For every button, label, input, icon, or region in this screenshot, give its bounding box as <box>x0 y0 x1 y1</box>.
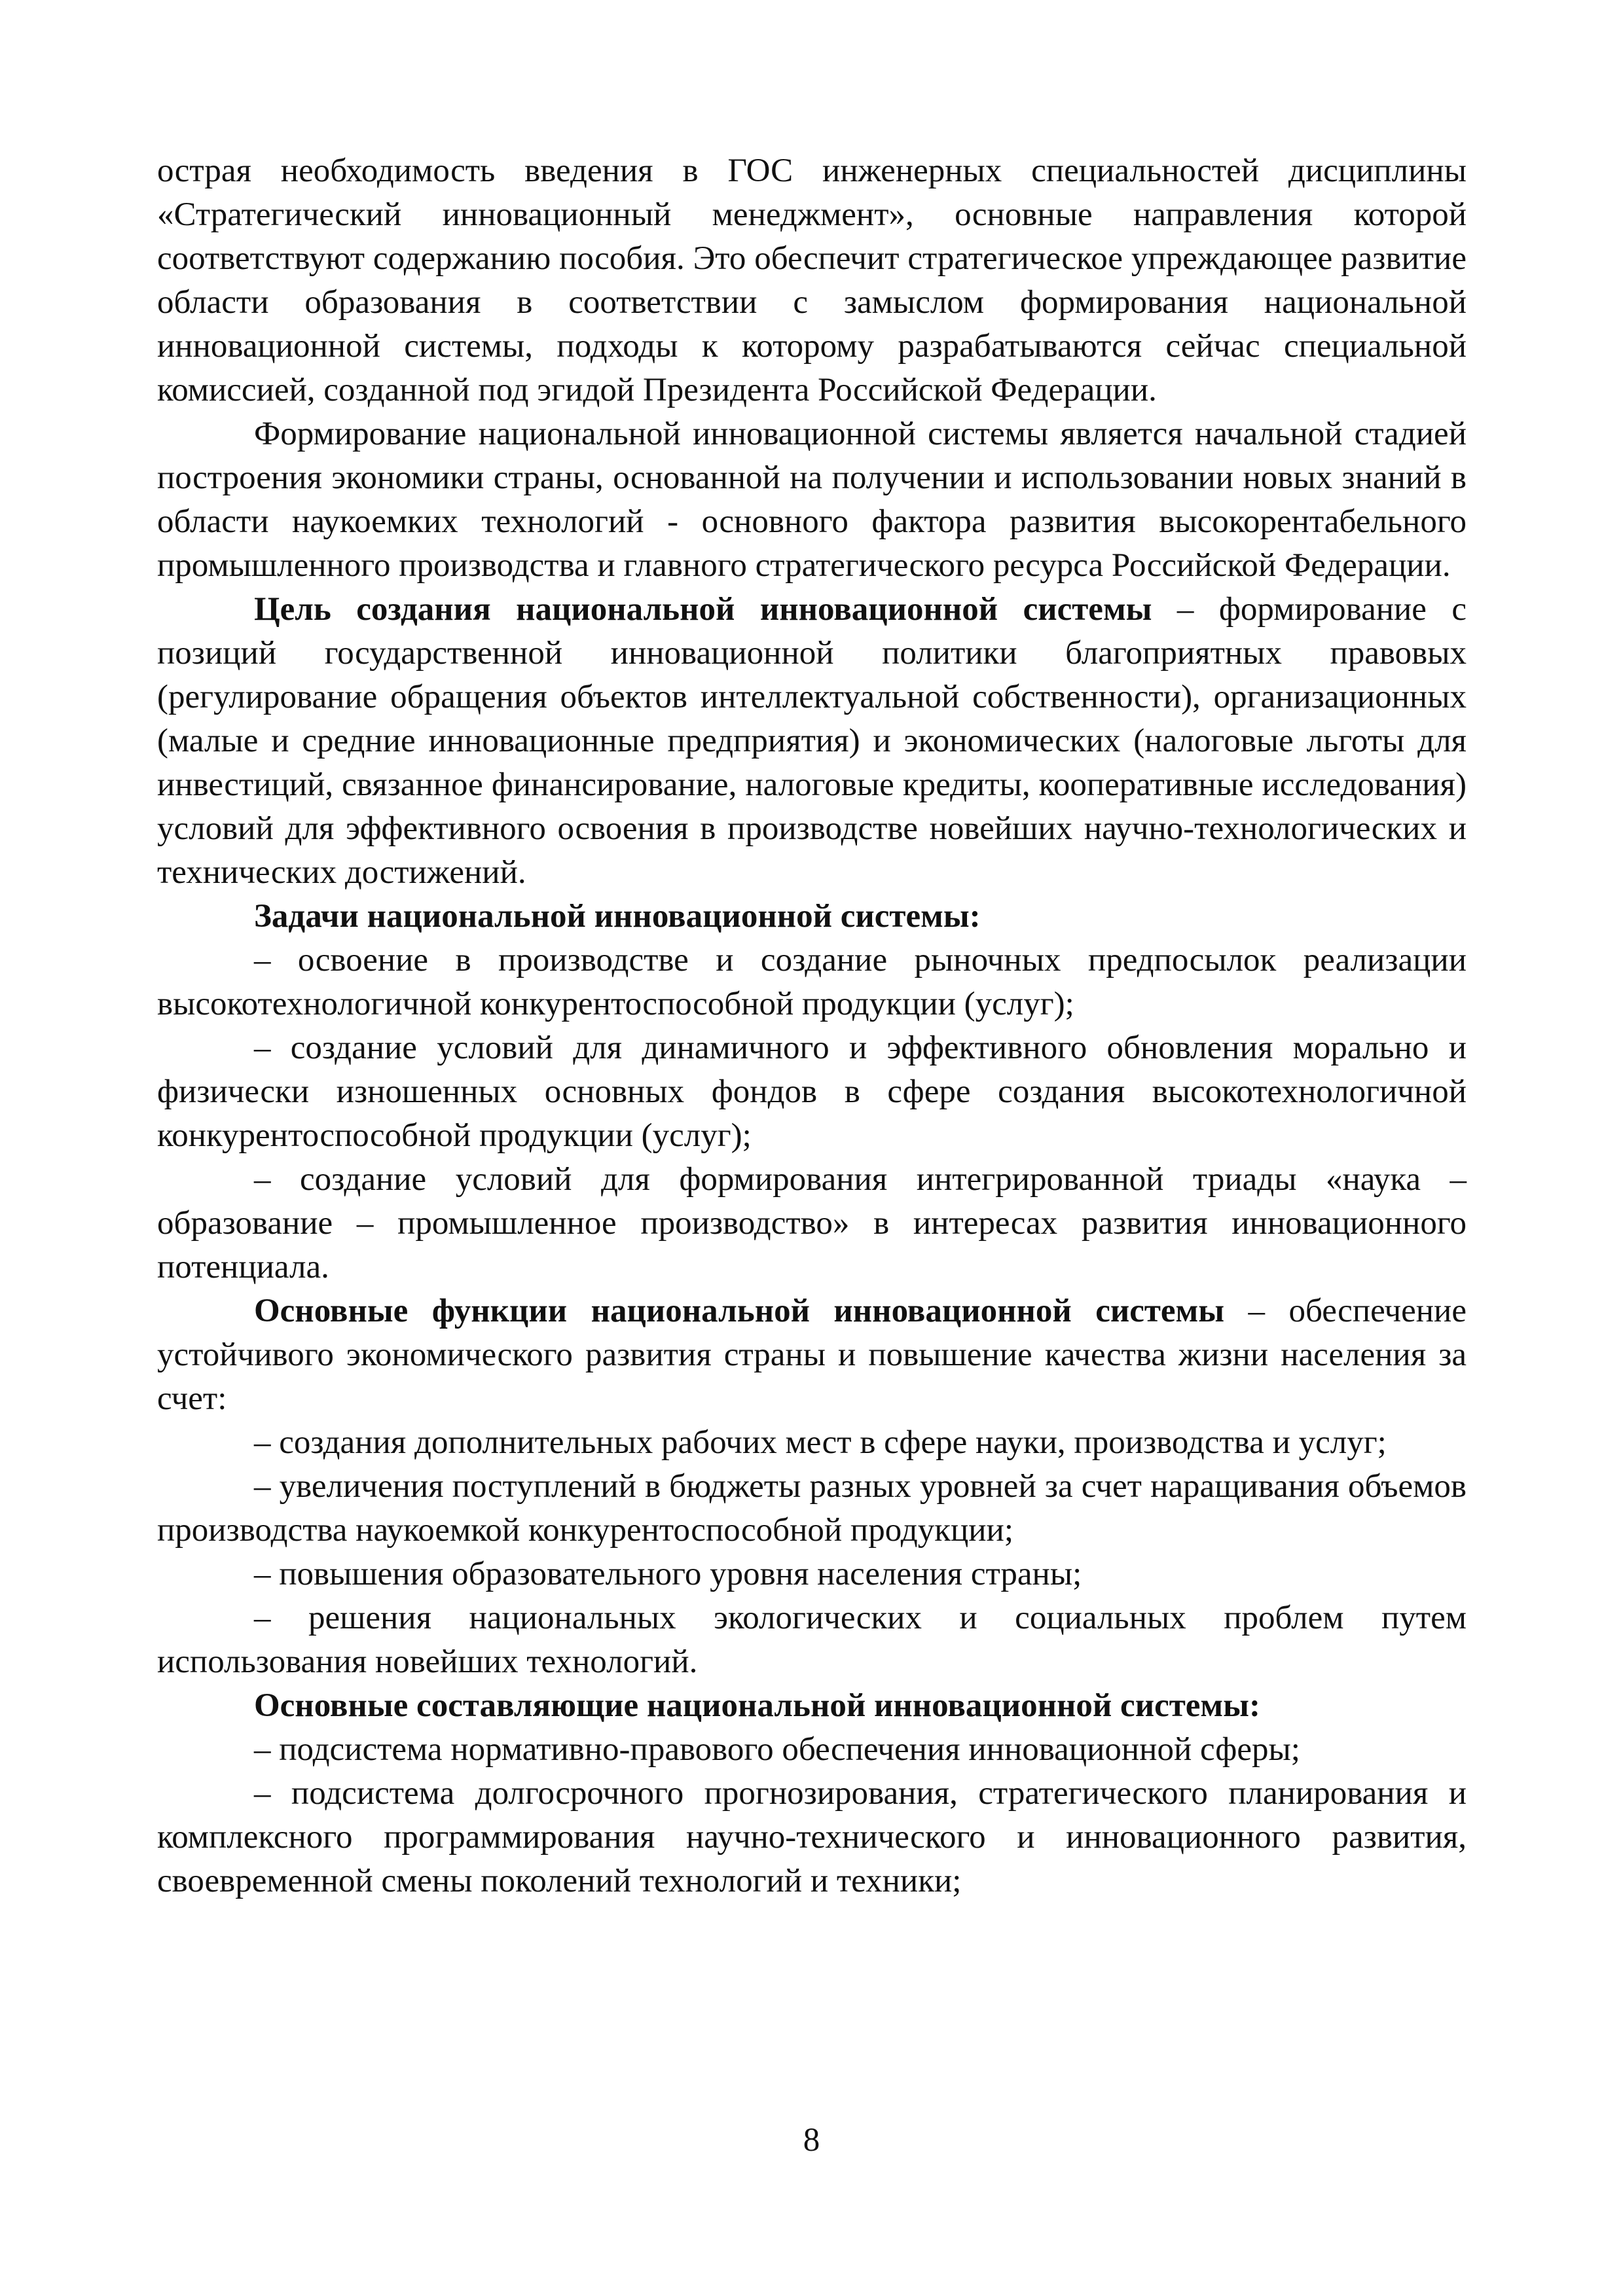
list-item-task-2: – создание условий для динамичного и эффективного обновления морально и физически изношенных основных фондов в сфере создания высокотехнологичной конкурентоспособной продукции (услуг); <box>157 1030 1467 1154</box>
paragraph-functions <box>157 1289 1467 1421</box>
list-item-function-2: – увеличения поступлений в бюджеты разных уровней за счет наращивания объемов производства наукоемкой конкурентоспособной продукции; <box>157 1468 1467 1549</box>
paragraph-formation: Формирование национальной инновационной системы является начальной стадией построения экономики страны, основанной на получении и использовании новых знаний в области наукоемких технологий - основного фактора развития высокорентабельного промышленного производства и главного стратегического ресурса Российской Федерации. <box>157 416 1467 584</box>
goal-heading: Цель создания национальной инновационной системы <box>254 591 1152 628</box>
paragraph-intro-continuation: острая необходимость введения в ГОС инженерных специальностей дисциплины «Стратегический инновационный менеджмент», основные направления которой соответствуют содержанию пособия. Это обеспечит стратегическое упреждающее развитие области образования в соответствии с замыслом формирования национальной инновационной системы, подходы к которому разрабатываются сейчас специальной комиссией, созданной под эгидой Президента Российской Федерации. <box>157 152 1467 408</box>
goal-text: – формирование с позиций государственной инновационной политики благоприятных правовых (регулирование обращения объектов интеллектуальной собственности), организационных (малые и средние инновационные предприятия) и экономических (налоговые льготы для инвестиций, связанное финансирование, налоговые кредиты, кооперативные исследования) условий для эффективного освоения в производстве новейших научно-технологических и технических достижений. <box>157 591 1467 891</box>
components-heading: Основные составляющие национальной инновационной системы: <box>254 1687 1260 1724</box>
paragraph-goal <box>157 588 1467 895</box>
list-item-task-3: – создание условий для формирования интегрированной триады «наука – образование – промышленное производство» в интересах развития инновационного потенциала. <box>157 1161 1467 1285</box>
list-item-task-1: – освоение в производстве и создание рыночных предпосылок реализации высокотехнологичной конкурентоспособной продукции (услуг); <box>157 942 1467 1022</box>
functions-heading: Основные функции национальной инновационной системы <box>254 1293 1225 1329</box>
paragraph-tasks-heading <box>157 895 1467 939</box>
list-item-component-2: – подсистема долгосрочного прогнозирования, стратегического планирования и комплексного программирования научно-технического и инновационного развития, своевременной смены поколений технологий и техники; <box>157 1775 1467 1899</box>
list-item-function-3: – повышения образовательного уровня населения страны; <box>254 1556 1082 1592</box>
paragraph-components-heading <box>157 1684 1467 1728</box>
list-item-function-4: – решения национальных экологических и социальных проблем путем использования новейших технологий. <box>157 1600 1467 1680</box>
page-number: 8 <box>803 2122 820 2159</box>
list-item-component-1: – подсистема нормативно-правового обеспечения инновационной сферы; <box>254 1731 1300 1768</box>
tasks-heading: Задачи национальной инновационной системы: <box>254 898 981 935</box>
body-text <box>157 149 1467 1903</box>
functions-text: – обеспечение устойчивого экономического развития страны и повышение качества жизни населения за счет: <box>157 1293 1467 1417</box>
list-item-function-1: – создания дополнительных рабочих мест в сфере науки, производства и услуг; <box>254 1424 1387 1461</box>
